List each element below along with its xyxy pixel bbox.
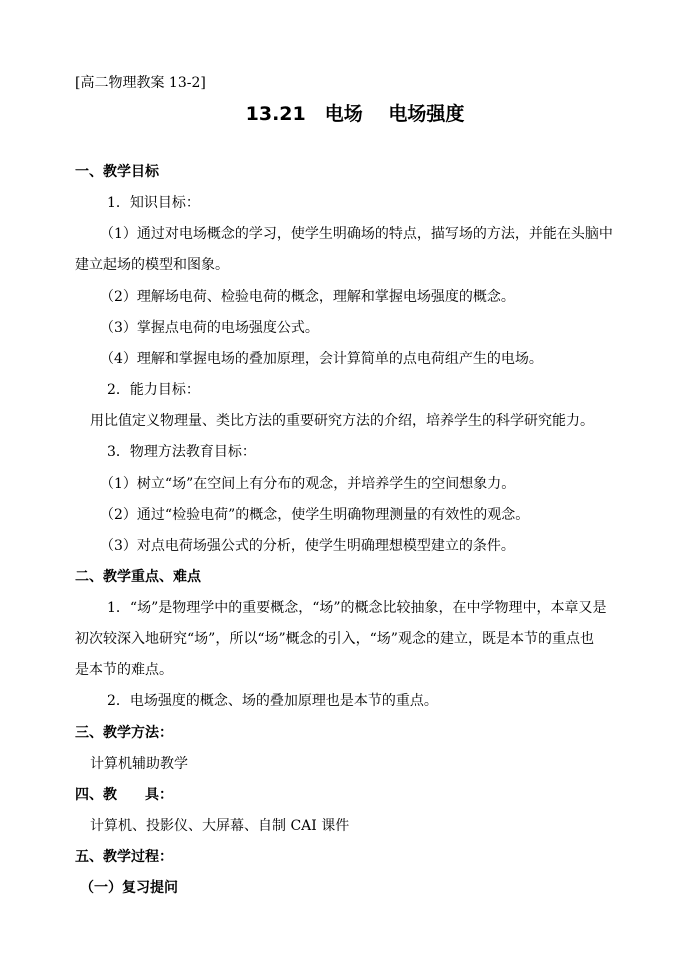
doc-header: [高二物理教案 13-2] (75, 75, 206, 91)
subheading-ability: 2．能力目标： (107, 382, 200, 398)
doc-title: 13.21 电场 电场强度 (245, 103, 465, 125)
section-heading-teaching-method: 三、教学方法： (75, 725, 173, 741)
paragraph-line: 是本节的难点。 (75, 662, 173, 678)
subheading-review: （一）复习提问 (80, 880, 178, 896)
section-heading-objectives: 一、教学目标 (75, 164, 159, 180)
paragraph-line: 计算机、投影仪、大屏幕、自制 CAI 课件 (90, 818, 350, 834)
paragraph-line: 建立起场的模型和图象。 (75, 257, 229, 273)
subheading-knowledge: 1．知识目标： (107, 195, 200, 211)
paragraph-line: （3）对点电荷场强公式的分析，使学生明确理想模型建立的条件。 (100, 538, 515, 554)
paragraph-line: 用比值定义物理量、类比方法的重要研究方法的介绍，培养学生的科学研究能力。 (90, 413, 594, 429)
section-heading-tools: 四、教 具： (75, 787, 173, 803)
paragraph-line: （4）理解和掌握电场的叠加原理，会计算简单的点电荷组产生的电场。 (100, 351, 543, 367)
paragraph-line: （1）树立“场”在空间上有分布的观念，并培养学生的空间想象力。 (100, 476, 516, 492)
paragraph-line: （3）掌握点电荷的电场强度公式。 (100, 320, 319, 336)
paragraph-line: 初次较深入地研究“场”，所以“场”概念的引入，“场”观念的建立，既是本节的重点也 (75, 631, 594, 647)
paragraph-line: 计算机辅助教学 (90, 756, 188, 772)
subheading-method: 3．物理方法教育目标： (107, 444, 256, 460)
paragraph-line: 2．电场强度的概念、场的叠加原理也是本节的重点。 (107, 693, 438, 709)
paragraph-line: （2）通过“检验电荷”的概念，使学生明确物理测量的有效性的观念。 (100, 507, 530, 523)
paragraph-line: 1．“场”是物理学中的重要概念，“场”的概念比较抽象，在中学物理中，本章又是 (107, 600, 607, 616)
paragraph-line: （1）通过对电场概念的学习，使学生明确场的特点，描写场的方法，并能在头脑中 (100, 226, 613, 242)
paragraph-line: （2）理解场电荷、检验电荷的概念，理解和掌握电场强度的概念。 (100, 289, 515, 305)
section-heading-keypoints: 二、教学重点、难点 (75, 569, 201, 585)
section-heading-process: 五、教学过程： (75, 849, 173, 865)
